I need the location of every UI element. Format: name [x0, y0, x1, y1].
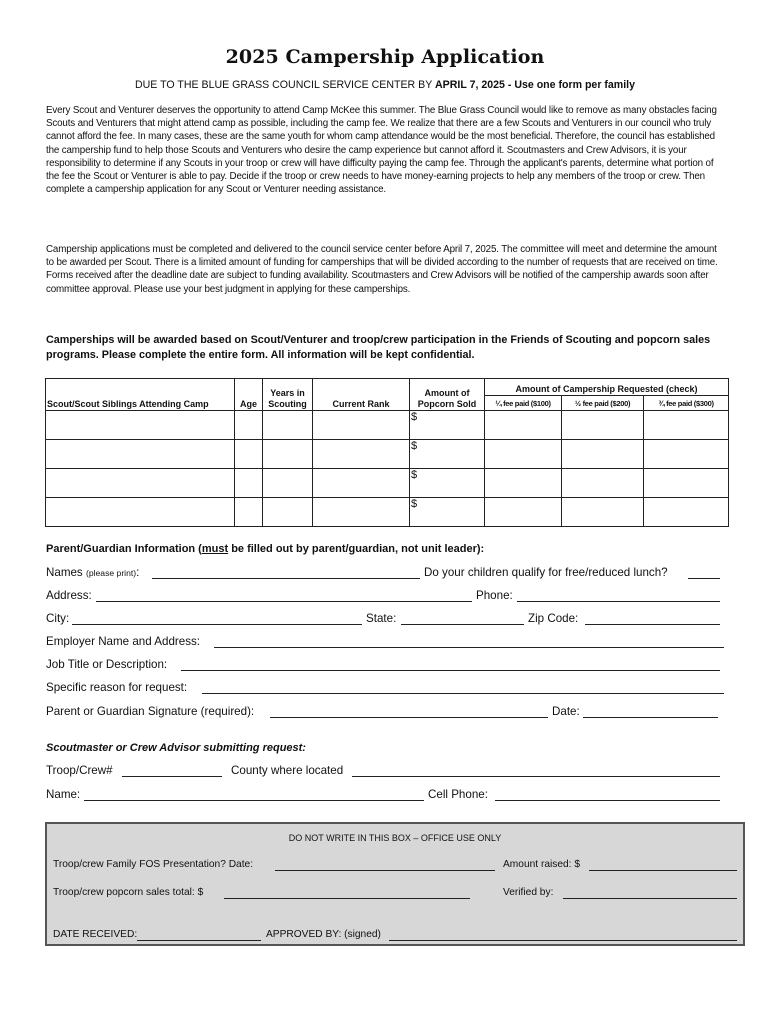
employer-field[interactable]	[214, 635, 724, 648]
popcorn-total-label: Troop/crew popcorn sales total: $	[53, 887, 204, 898]
age-cell[interactable]	[235, 440, 263, 469]
rank-cell[interactable]	[313, 440, 410, 469]
fos-date-field[interactable]	[275, 859, 495, 871]
table-row	[46, 440, 729, 469]
three-quarter-check-cell[interactable]	[644, 469, 729, 498]
county-label: County where located	[231, 764, 344, 777]
troop-label: Troop/Crew#	[46, 764, 113, 777]
scout-name-cell[interactable]	[46, 440, 235, 469]
date-label: Date:	[552, 705, 580, 718]
address-field[interactable]	[96, 589, 472, 602]
date-field[interactable]	[583, 705, 718, 718]
scoutmaster-heading: Scoutmaster or Crew Advisor submitting request:	[46, 742, 306, 754]
age-cell[interactable]	[235, 469, 263, 498]
years-cell[interactable]	[263, 498, 313, 527]
approved-by-field[interactable]	[389, 929, 737, 941]
table-row	[46, 469, 729, 498]
address-label: Address:	[46, 589, 92, 602]
zip-field[interactable]	[585, 612, 720, 625]
col-header-popcorn: Amount of Popcorn Sold	[410, 379, 485, 411]
state-field[interactable]	[401, 612, 524, 625]
table-row	[46, 411, 729, 440]
job-label: Job Title or Description:	[46, 658, 168, 671]
names-field[interactable]	[152, 566, 420, 579]
rank-cell[interactable]	[313, 411, 410, 440]
names-hint: (please print)	[85, 568, 137, 578]
years-cell[interactable]	[263, 411, 313, 440]
employer-label: Employer Name and Address:	[46, 635, 201, 648]
rank-cell[interactable]	[313, 469, 410, 498]
three-quarter-check-cell[interactable]	[644, 411, 729, 440]
address-row	[46, 589, 726, 605]
approved-by-label: APPROVED BY: (signed)	[266, 929, 381, 940]
names-label-text: Names	[46, 566, 83, 579]
parent-heading-must: must	[201, 543, 229, 555]
page-title: 2025 Campership Application	[225, 46, 545, 68]
state-label: State:	[366, 612, 397, 625]
half-check-cell[interactable]	[562, 440, 644, 469]
amount-raised-field[interactable]	[589, 859, 737, 871]
col-header-three-quarter: ¾ fee paid ($300)	[644, 396, 729, 411]
three-quarter-check-cell[interactable]	[644, 440, 729, 469]
job-row	[46, 658, 726, 674]
names-label	[46, 566, 139, 579]
deadline-paragraph: Campership applications must be completed and delivered to the council service center before April 7, 2025. The committee will meet and determine the amount to be awarded per Scout. There is a limited amount of funding for camperships that will be divided according to the number of requests that are received on time. Forms received after the deadline date are subject to funding availability. Scoutmasters and Crew Advisors will be notified of the campership awards soon after committee approval. Please use your best judgment in applying for these camperships.	[46, 244, 718, 295]
amount-raised-label: Amount raised: $	[503, 859, 581, 870]
col-header-rank: Current Rank	[313, 379, 410, 411]
years-cell[interactable]	[263, 469, 313, 498]
half-check-cell[interactable]	[562, 498, 644, 527]
table-row	[46, 498, 729, 527]
reason-row	[46, 681, 726, 697]
reason-field[interactable]	[202, 681, 724, 694]
popcorn-total-field[interactable]	[224, 887, 470, 899]
lunch-field[interactable]	[688, 566, 720, 579]
employer-row	[46, 635, 726, 651]
county-field[interactable]	[352, 764, 720, 777]
signature-field[interactable]	[270, 705, 548, 718]
office-fos-row	[53, 859, 741, 873]
due-date-line	[0, 79, 770, 91]
due-date-bold: APRIL 7, 2025 - Use one form per family	[435, 79, 636, 91]
parent-heading-suffix: be filled out by parent/guardian, not unit leader):	[228, 543, 485, 555]
city-label: City:	[46, 612, 70, 625]
reason-label: Specific reason for request:	[46, 681, 188, 694]
half-check-cell[interactable]	[562, 469, 644, 498]
scout-name-cell[interactable]	[46, 469, 235, 498]
fos-label: Troop/crew Family FOS Presentation? Date:	[53, 859, 254, 870]
col-header-age: Age	[235, 379, 263, 411]
parent-heading-prefix: Parent/Guardian Information (	[46, 543, 202, 555]
popcorn-cell[interactable]: $	[410, 411, 485, 440]
years-cell[interactable]	[263, 440, 313, 469]
rank-cell[interactable]	[313, 498, 410, 527]
names-colon: :	[136, 566, 140, 579]
verified-field[interactable]	[563, 887, 737, 899]
three-quarter-check-cell[interactable]	[644, 498, 729, 527]
age-cell[interactable]	[235, 498, 263, 527]
office-received-row	[53, 929, 741, 943]
verified-label: Verified by:	[503, 887, 554, 898]
cell-phone-field[interactable]	[495, 788, 720, 801]
scout-name-cell[interactable]	[46, 498, 235, 527]
job-field[interactable]	[181, 658, 720, 671]
advisor-name-row	[46, 788, 726, 804]
age-cell[interactable]	[235, 411, 263, 440]
office-heading: DO NOT WRITE IN THIS BOX – OFFICE USE ONLY	[288, 833, 502, 843]
quarter-check-cell[interactable]	[485, 411, 562, 440]
scout-name-cell[interactable]	[46, 411, 235, 440]
zip-label: Zip Code:	[528, 612, 579, 625]
intro-paragraph: Every Scout and Venturer deserves the opportunity to attend Camp McKee this summer. The Blue Grass Council would like to remove as many obstacles facing Scouts and Venturers that might attend camp as possible, including the camp fee. We realize that there are a few Scouts and Venturers in our council who truly cannot afford the fee. In many cases, these are the same youth for whom camp attendance would be the most beneficial. Therefore, the council has established the campership fund to help those Scouts and Venturers who desire the camp experience but cannot afford it. Scoutmasters and Crew Advisors, it is your responsibility to determine if any Scouts in your troop or crew will have difficulty paying the camp fee. Through the applicant's parents, determine what portion of the fee the Scout or Venturer is able to pay. Decide if the troop or crew needs to have money-earning projects to help any members of the troop or crew. Then complete a campership application for any Scout or Venturer needing assistance.	[46, 105, 717, 196]
office-popcorn-row	[53, 887, 741, 901]
lunch-label: Do your children qualify for free/reduced lunch?	[424, 566, 668, 579]
phone-field[interactable]	[517, 589, 720, 602]
popcorn-cell[interactable]: $	[410, 469, 485, 498]
due-prefix: DUE TO THE BLUE GRASS COUNCIL SERVICE CENTER BY	[134, 79, 436, 91]
troop-field[interactable]	[122, 764, 222, 777]
col-header-quarter: ¼ fee paid ($100)	[485, 396, 562, 411]
city-row	[46, 612, 726, 628]
troop-row	[46, 764, 726, 780]
parent-section-heading	[46, 543, 484, 555]
scout-table	[45, 378, 729, 527]
signature-row	[46, 705, 726, 721]
names-row	[46, 566, 726, 582]
advisor-name-label: Name:	[46, 788, 81, 801]
cell-phone-label: Cell Phone:	[428, 788, 488, 801]
advisor-name-field[interactable]	[84, 788, 424, 801]
date-received-field[interactable]	[137, 929, 261, 941]
date-received-label: DATE RECEIVED:	[53, 929, 138, 940]
col-header-request-group: Amount of Campership Requested (check)	[485, 379, 729, 396]
phone-label: Phone:	[476, 589, 513, 602]
popcorn-cell[interactable]: $	[410, 440, 485, 469]
quarter-check-cell[interactable]	[485, 469, 562, 498]
office-use-box	[45, 822, 745, 946]
popcorn-cell[interactable]: $	[410, 498, 485, 527]
col-header-years: Years in Scouting	[263, 379, 313, 411]
col-header-half: ½ fee paid ($200)	[562, 396, 644, 411]
col-header-scout: Scout/Scout Siblings Attending Camp	[46, 379, 235, 411]
award-criteria-note: Camperships will be awarded based on Scout/Venturer and troop/crew participation in the Friends of Scouting and popcorn sales programs. Please complete the entire form. All information will be kept confidential.	[46, 334, 711, 361]
city-field[interactable]	[72, 612, 362, 625]
signature-label: Parent or Guardian Signature (required):	[46, 705, 255, 718]
half-check-cell[interactable]	[562, 411, 644, 440]
quarter-check-cell[interactable]	[485, 440, 562, 469]
quarter-check-cell[interactable]	[485, 498, 562, 527]
